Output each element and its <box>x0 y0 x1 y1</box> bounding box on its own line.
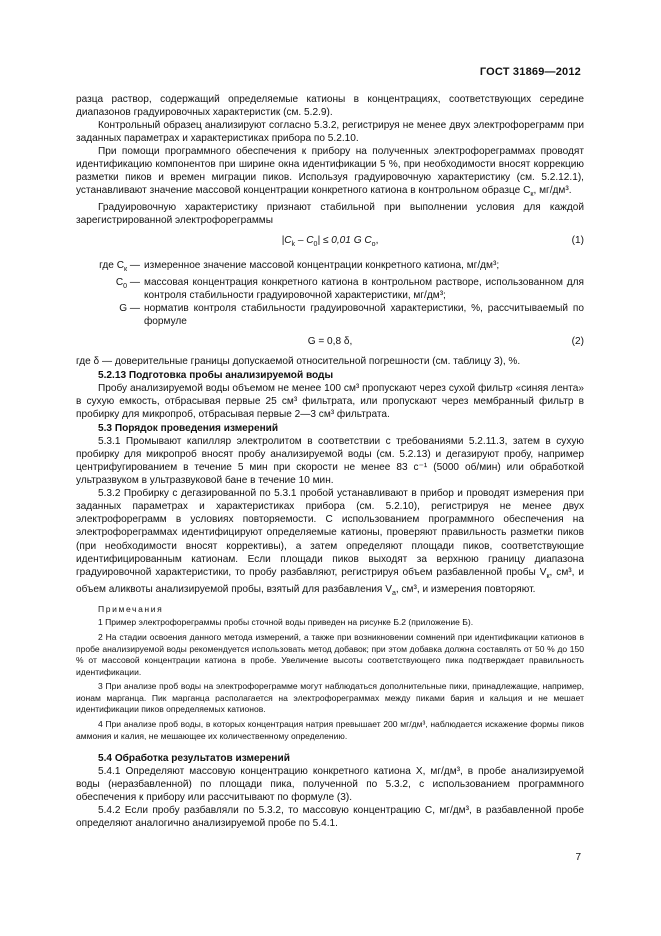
section-5-4 <box>76 752 584 830</box>
notes-block <box>76 604 584 743</box>
section-heading: 5.4 Обработка результатов измерений <box>98 753 290 765</box>
paragraph: разца раствор, содержащий определяемые катионы в концентрациях, соответствующих середине диапазонов градуировочных характеристик (см. 5.2.9). <box>76 94 584 119</box>
note-item: 3 При анализе проб воды на электрофореграмме могут наблюдаться дополнительные пики, принадлежащие, например, ионам марганца. Пик марганца располагается на электрофореграммах между пиками бария и кальция и не мешает идентификации пиков определяемых катионов. <box>76 681 584 715</box>
document-header: ГОСТ 31869—2012 <box>479 66 581 78</box>
formula-number: (1) <box>571 235 584 247</box>
definition-item: где $C_к$ — измеренное значение массовой концентрации конкретного катиона, мг/дм³; <box>99 259 500 273</box>
paragraph: Контрольный образец анализируют согласно 5.3.2, регистрируя не менее двух электрофореграмм при заданных параметрах и характеристиках прибора по 5.2.10. <box>76 120 584 145</box>
section-heading: 5.2.13 Подготовка пробы анализируемой воды <box>98 369 334 381</box>
paragraph: 5.4.1 Определяют массовую концентрацию конкретного катиона X, мг/дм³, в пробе анализируемой воды (неразбавленной) по площади пика, полученной по 5.3.2, с использованием программного обеспечения к прибору или рассчитывают по формуле (3). <box>76 766 584 804</box>
note-item: 4 При анализе проб воды, в которых концентрация натрия превышает 200 мг/дм³, наблюдается искажение формы пиков аммония и калия, не мешающее их количественному определению. <box>76 719 584 741</box>
page-number: 7 <box>575 852 581 863</box>
definition-item: $C_0$ — массовая концентрация конкретного катиона в контрольном растворе, использованном для контроля стабильности градуировочной характеристики, мг/дм³; <box>115 276 584 301</box>
formula-number: (2) <box>571 335 584 347</box>
definition-item: G — норматив контроля стабильности градуировочной характеристики, %, рассчитываемый по формуле <box>119 302 584 327</box>
paragraph: 5.3.1 Промывают капилляр электролитом в соответствии с требованиями 5.2.11.3, затем в сухую пробирку для микропроб вносят пробу анализируемой воды (см. 5.2.13) и дегазируют пробу, например центрифугированием в течение 5 мин при скорости не менее 83 с⁻¹ (5000 об/мин) или обработкой ультразвуком в ультразвуковой бане в течение 10 мин. <box>76 436 584 487</box>
paragraph: При помощи программного обеспечения к прибору на полученных электрофореграммах проводят идентификацию компонентов при ширине окна идентификации 5 %, при необходимости вносят коррекцию разметки пиков и времен миграции пиков. Используя градуировочную характеристику (см. 5.2.12.1), устанавливают значение массовой концентрации конкретного катиона в контрольном образце $C_к$, мг/дм³. <box>76 146 584 199</box>
paragraph: 5.3.2 Пробирку с дегазированной по 5.3.1 пробой устанавливают в прибор и проводят измерения при заданных параметрах и характеристиках прибора (см. 5.2.10), регистрируя не менее двух электрофореграмм в условиях повторяемости. С использованием программного обеспечения на электрофореграммах идентифицируют определяемые катионы, проверяют правильность разметки пиков (при необходимости вносят коррективы), а затем определяют площади пиков, соответствующие идентифицированным катионам. Если площади пиков выходят за верхнюю границу диапазона градуировочной характеристики, то пробу разбавляют, регистрируя объем разбавленной пробы $V_к$, см³, и объем аликвоты анализируемой пробы, взятый для разбавления $V_а$, см³, и измерения повторяют. <box>76 488 584 597</box>
definitions-list <box>76 259 584 328</box>
formula-1: $|C_k - C_0| \le 0,01$ G $C_o$, (1) <box>281 235 584 249</box>
notes-title: Примечания <box>98 603 164 614</box>
paragraph: где δ — доверительные границы допускаемой относительной погрешности (см. таблицу 3), %. <box>76 355 521 367</box>
page-body <box>76 93 584 831</box>
paragraph: Градуировочную характеристику признают стабильной при выполнении условия для каждой зарегистрированной электрофореграммы <box>76 202 584 227</box>
formula-2: G = 0,8 δ, (2) <box>307 335 584 347</box>
note-item: 1 Пример электрофореграммы пробы сточной воды приведен на рисунке Б.2 (приложение Б). <box>98 617 474 628</box>
paragraph: Пробу анализируемой воды объемом не менее 100 см³ пропускают через сухой фильтр «синяя лента» в сухую емкость, отбрасывая первые 25 см³ фильтрата, или пропускают через мембранный фильтр в пробирку для микропроб, отбрасывая первые 2—3 см³ фильтрата. <box>76 382 584 421</box>
paragraph: 5.4.2 Если пробу разбавляли по 5.3.2, то массовую концентрацию C, мг/дм³, в разбавленной пробе определяют аналогично анализируемой пробе по 5.4.1. <box>76 805 584 830</box>
section-heading: 5.3 Порядок проведения измерений <box>98 423 279 435</box>
note-item: 2 На стадии освоения данного метода измерений, а также при возникновении сомнений при идентификации катионов в пробе анализируемой воды рекомендуется использовать метод добавок; при этом добавка должна составлять от 50 % до 150 % от массовой концентрации катиона в пробе. Увеличение высоты соответствующего пика подтверждает правильность идентификации. <box>76 631 584 677</box>
